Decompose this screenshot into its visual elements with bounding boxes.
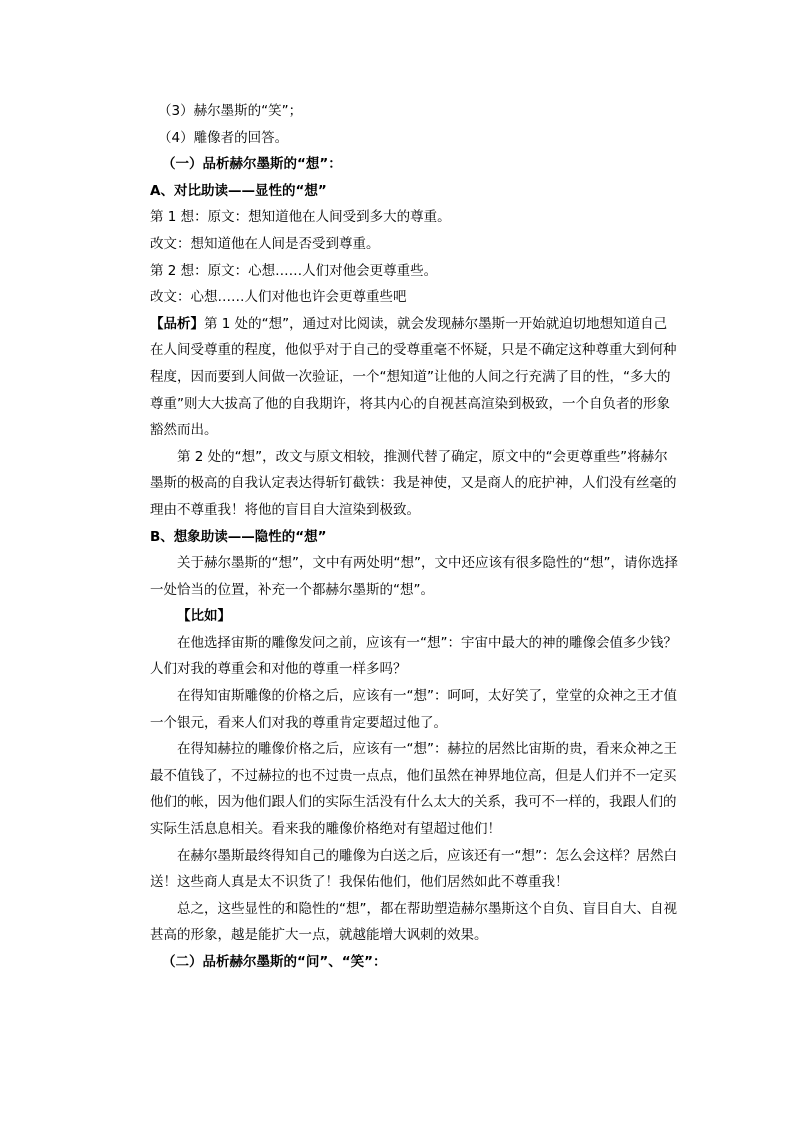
subheading-b: B、想象助读——隐性的“想” bbox=[150, 528, 327, 545]
example-paragraph-1: 在他选择宙斯的雕像发问之前，应该有一“想”：宇宙中最大的神的雕像会值多少钱？人们对我的尊重会和对他的尊重一样多吗？ bbox=[150, 634, 677, 678]
analysis-paragraph-2: 第 2 处的“想”，改文与原文相较，推测代替了确定，原文中的“会更尊重些”将赫尔墨斯的极高的自我认定表达得斩钉截铁：我是神使，又是商人的庇护神，人们没有丝毫的理由不尊重我！将他的盲目自大渲染到极致。 bbox=[150, 448, 677, 518]
document-body bbox=[150, 98, 680, 976]
section-heading-1: （一）品析赫尔墨斯的“想”： bbox=[162, 156, 342, 173]
think-2-original: 第 2 想：原文：心想……人们对他会更尊重些。 bbox=[150, 262, 438, 279]
example-tag bbox=[150, 603, 680, 630]
example-paragraph-3: 在得知赫拉的雕像价格之后，应该有一“想”：赫拉的居然比宙斯的贵，看来众神之王最不值钱了，不过赫拉的也不过贵一点点，他们虽然在神界地位高，但是人们并不一定买他们的帐，因为他们跟人们的实际生活没有什么太大的关系，我可不一样的，我跟人们的实际生活息息相关。看来我的雕像价格绝对有望超过他们！ bbox=[150, 741, 677, 838]
list-item-3: （3）赫尔墨斯的“笑”； bbox=[158, 103, 303, 119]
example-paragraph-2: 在得知宙斯雕像的价格之后，应该有一“想”：呵呵，太好笑了，堂堂的众神之王才值一个银元，看来人们对我的尊重肯定要超过他了。 bbox=[150, 688, 677, 731]
summary-paragraph: 总之，这些显性的和隐性的“想”，都在帮助塑造赫尔墨斯这个自负、盲目自大、自视甚高的形象，越是能扩大一点，就越能增大讽刺的效果。 bbox=[150, 900, 677, 944]
example-tag-text: 【比如】 bbox=[177, 608, 231, 625]
think-2-modified: 改文：心想……人们对他也许会更尊重些吧 bbox=[150, 289, 407, 306]
subheading-a: A、对比助读——显性的“想” bbox=[150, 182, 327, 199]
think-1-original: 第 1 想：原文：想知道他在人间受到多大的尊重。 bbox=[150, 209, 451, 226]
analysis-text-1: 第 1 处的“想”，通过对比阅读，就会发现赫尔墨斯一开始就迫切地想知道自己在人间受尊重的程度，他似乎对于自己的受尊重毫不怀疑，只是不确定这种尊重大到何种程度，因而要到人间做一次验证，一个“想知道”让他的人间之行充满了目的性，“多大的尊重”则大大拔高了他的自我期许，将其内心的自视甚高渲染到极致，一个自负者的形象豁然而出。 bbox=[150, 315, 677, 439]
think-1-modified: 改文：想知道他在人间是否受到尊重。 bbox=[150, 235, 380, 252]
b-intro-paragraph: 关于赫尔墨斯的“想”，文中有两处明“想”，文中还应该有很多隐性的“想”，请你选择一处恰当的位置，补充一个都赫尔墨斯的“想”。 bbox=[150, 555, 678, 598]
example-paragraph-4: 在赫尔墨斯最终得知自己的雕像为白送之后，应该还有一“想”：怎么会这样？居然白送！这些商人真是太不识货了！我保佑他们，他们居然如此不尊重我！ bbox=[150, 847, 677, 891]
list-item-4: （4）雕像者的回答。 bbox=[158, 129, 289, 146]
analysis-tag: 【品析】 bbox=[150, 315, 204, 332]
section-heading-2: （二）品析赫尔墨斯的“问”、“笑”： bbox=[162, 954, 387, 970]
analysis-paragraph-1 bbox=[150, 311, 680, 444]
